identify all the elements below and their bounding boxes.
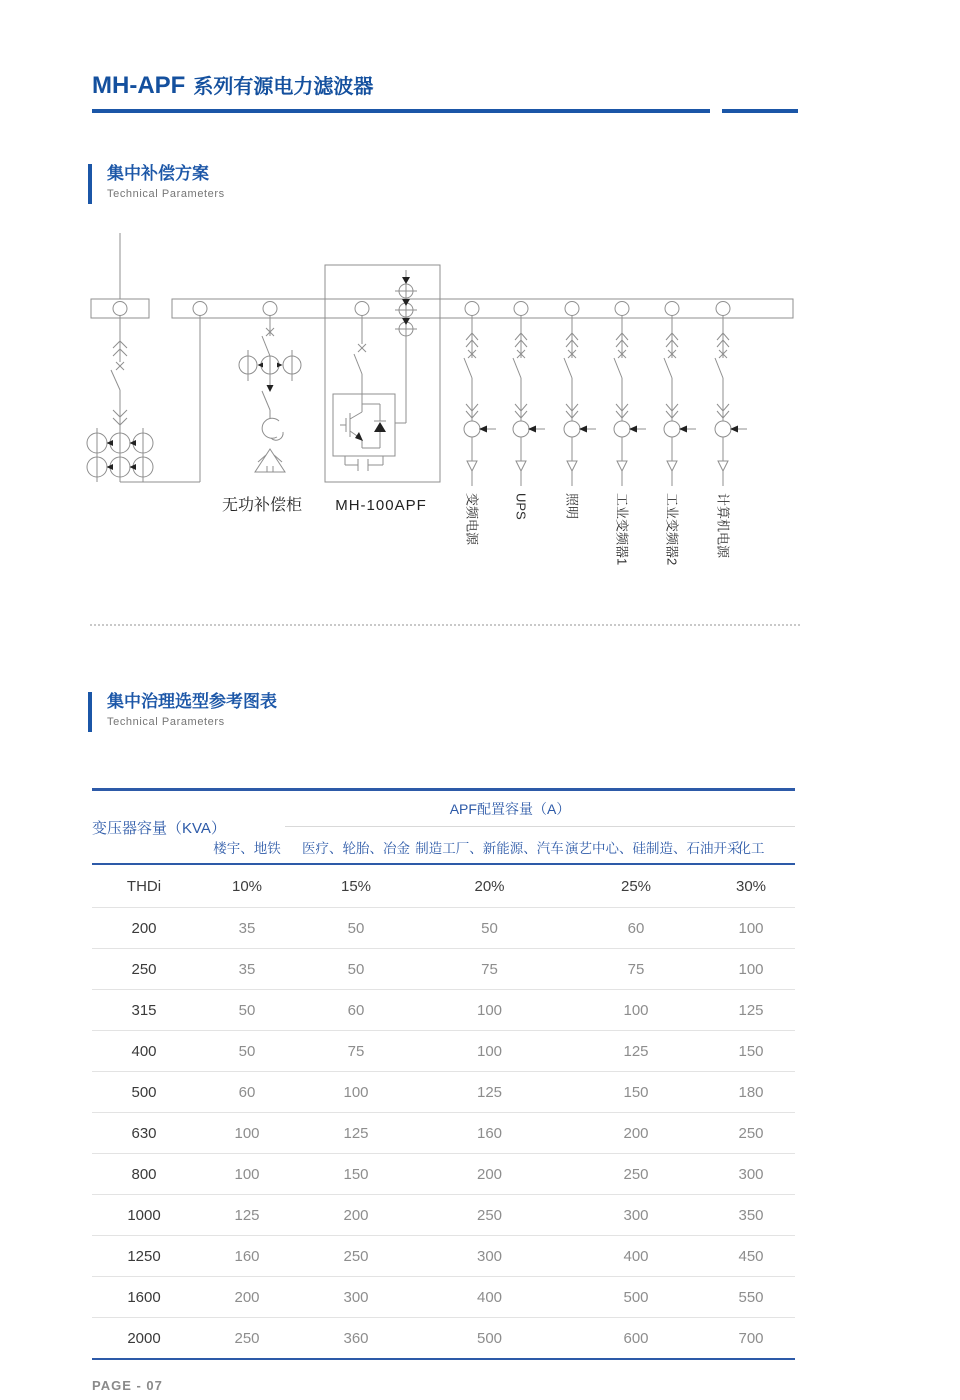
- thdi-row: THDi 10% 15% 20% 25% 30%: [92, 863, 795, 907]
- table-row: 200 35 50 50 60 100: [92, 907, 795, 948]
- section-subtitle: Technical Parameters: [107, 187, 225, 200]
- table-row: 500 60 100 125 150 180: [92, 1071, 795, 1112]
- feeder-label: UPS: [513, 493, 529, 520]
- apf-cabinet: [325, 265, 440, 482]
- feeder-label: 照明: [564, 493, 580, 520]
- table-row: 1600 200 300 400 500 550: [92, 1276, 795, 1317]
- section-selection-heading: [88, 692, 277, 732]
- main-busbar: [172, 299, 793, 318]
- table-row: 1000 125 200 250 300 350: [92, 1194, 795, 1235]
- feeder-branch: [564, 302, 596, 487]
- feeder-label: 工业变频器2: [664, 493, 680, 566]
- industry-column-headers: [92, 837, 795, 857]
- transformer-capacity-header: 变压器容量（KVA）: [92, 820, 226, 837]
- feeder-branch: [664, 302, 696, 487]
- header-rule: [92, 109, 710, 113]
- col-header: 化工: [737, 841, 765, 856]
- apf-cabinet-label: MH-100APF: [335, 497, 427, 514]
- section-compensation-heading: [88, 164, 225, 204]
- feeder-label: 计算机电源: [715, 493, 731, 559]
- header-rule-end: [722, 109, 798, 113]
- table-row: 250 35 50 75 75 100: [92, 948, 795, 989]
- table-row: 2000 250 360 500 600 700: [92, 1317, 795, 1358]
- table-row: 400 50 75 100 125 150: [92, 1030, 795, 1071]
- compensation-cabinet-label: 无功补偿柜: [221, 497, 303, 514]
- col-header: 制造工厂、新能源、汽车: [415, 841, 564, 856]
- feeder-branch: [614, 302, 646, 487]
- table-row: 630 100 125 160 200 250: [92, 1112, 795, 1153]
- feeder-branch: [464, 302, 496, 487]
- col-header: 医疗、轮胎、冶金: [302, 841, 410, 856]
- feeder-branch: [715, 302, 747, 487]
- table-row: 315 50 60 100 100 125: [92, 989, 795, 1030]
- dotted-divider: [90, 624, 800, 626]
- col-header: 楼宇、地铁: [213, 841, 281, 856]
- page-header: [92, 70, 373, 100]
- table-row: 800 100 150 200 250 300: [92, 1153, 795, 1194]
- section-accent-bar: [88, 164, 92, 204]
- section-title: 集中治理选型参考图表: [107, 692, 277, 711]
- apf-capacity-group-header: APF配置容量（A）: [449, 801, 571, 817]
- table-row: 1250 160 250 300 400 450: [92, 1235, 795, 1276]
- feeder-branch: [513, 302, 545, 487]
- col-header: 演艺中心、硅制造、石油开采: [565, 841, 741, 856]
- section-subtitle: Technical Parameters: [107, 715, 225, 728]
- section-accent-bar: [88, 692, 92, 732]
- table-header: [92, 791, 795, 863]
- section-title: 集中补偿方案: [107, 164, 209, 183]
- current-arrows: [107, 277, 411, 470]
- group-header-rule: [285, 826, 795, 827]
- feeder-label: 变频电源: [464, 493, 480, 546]
- selection-table: [92, 788, 795, 1360]
- feeder-label: 工业变频器1: [614, 493, 630, 566]
- single-line-diagram: [85, 228, 800, 590]
- incoming-branch: [87, 233, 200, 482]
- brand-name: MH-APF: [92, 72, 186, 99]
- page-number: PAGE - 07: [92, 1378, 163, 1393]
- page-title: 系列有源电力滤波器: [193, 76, 374, 98]
